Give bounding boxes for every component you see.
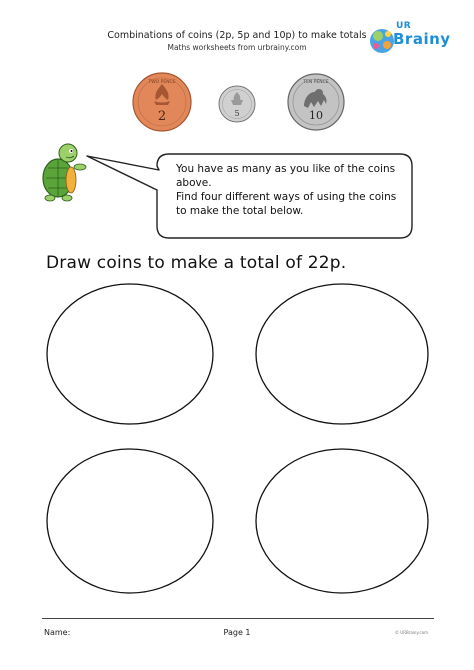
coin-2p bbox=[133, 73, 191, 131]
coins-row bbox=[130, 70, 360, 135]
urbrainy-logo bbox=[368, 20, 451, 60]
logo-text-brainy: Brainy bbox=[393, 30, 451, 48]
page-title: Combinations of coins (2p, 5p and 10p) to make totals bbox=[107, 30, 367, 41]
speech-line: Find four different ways of using the coins bbox=[176, 191, 397, 203]
page-subtitle: Maths worksheets from urbrainy.com bbox=[167, 43, 307, 52]
answer-oval-3 bbox=[47, 449, 213, 593]
speech-line: above. bbox=[176, 177, 212, 189]
name-label: Name: bbox=[44, 628, 71, 637]
answer-oval-2 bbox=[256, 284, 428, 424]
answer-oval-4 bbox=[256, 449, 428, 593]
logo-text-ur: UR bbox=[396, 21, 412, 31]
coin-10p-value: 10 bbox=[309, 109, 323, 122]
speech-line: You have as many as you like of the coins bbox=[176, 163, 396, 175]
coin-5p bbox=[219, 86, 255, 122]
coin-2p-ring: TWO PENCE bbox=[148, 80, 176, 85]
coin-10p bbox=[288, 74, 344, 130]
speech-line: to make the total below. bbox=[176, 205, 304, 217]
coin-2p-value: 2 bbox=[157, 109, 167, 124]
page-number: Page 1 bbox=[223, 628, 251, 637]
coin-5p-value: 5 bbox=[234, 109, 240, 118]
copyright: © URBrainy.com bbox=[395, 630, 429, 635]
turtle-icon bbox=[38, 140, 90, 202]
answer-oval-1 bbox=[47, 284, 213, 424]
coin-10p-ring: TEN PENCE bbox=[303, 80, 329, 85]
speech-bubble-text bbox=[176, 162, 408, 218]
footer-divider bbox=[42, 618, 434, 619]
instruction-heading: Draw coins to make a total of 22p. bbox=[46, 253, 347, 273]
answer-areas bbox=[0, 280, 474, 620]
